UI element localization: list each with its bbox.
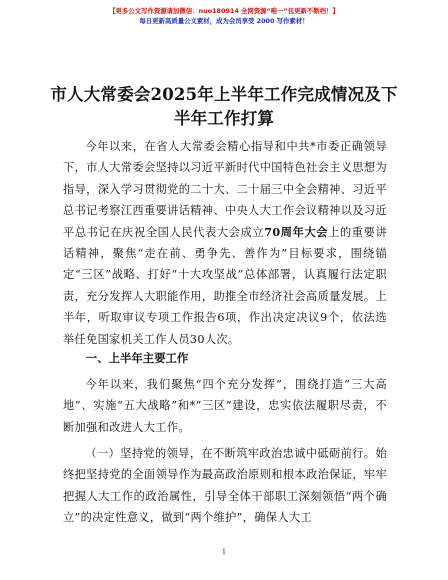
- intro-text-after: 上的重要讲话精神，聚焦“走在前、勇争先、善作为”目标要求，围绕锚定“三区”战略、打好“十大攻坚战”总体部署，认真履行法定职责，充分发挥人大职能作用，助推全市经济社会高质量发展。上半年，听取审议专项工作报告6项，作出决定决议9个，依法选举任免国家机关工作人员30人次。: [63, 225, 387, 346]
- intro-paragraph: [63, 136, 387, 350]
- intro-text-before: 今年以来，在省人大常委会精心指导和中共*市委正确领导下，市人大常委会坚持以习近平新时代中国特色社会主义思想为指导，深入学习贯彻党的二十大、二十届三中全会精神、习近平总书记考察江西重要讲话精神、中央人大工作会议精神以及习近平总书记在庆祝全国人民代表大会成立: [63, 140, 387, 239]
- page-number: 1: [221, 548, 227, 556]
- section-1-subsection-1-paragraph: （一）坚持党的领导，在不断筑牢政治忠诚中砥砺前行。始终把坚持党的全面领导作为最高政治原则和根本政治保证，牢牢把握人大工作的政治属性，引导全体干部职工深刻领悟“两个确立”的决定性意义，做到“两个维护”，确保人大工: [63, 447, 387, 525]
- intro-emphasis: 70周年大会: [264, 224, 329, 239]
- section-1-paragraph: 今年以来，我们聚焦“四个充分发挥”，围绕打造“三大高地”、实施“五大战略”和*“三区”建设，忠实依法履职尽责，不断加强和改进人大工作。: [63, 378, 387, 434]
- promo-banner: [0, 6, 448, 26]
- section-heading-1: 一、上半年主要工作: [85, 351, 189, 365]
- document-title: 市人大常委会2025年上半年工作完成情况及下半年工作打算: [50, 85, 398, 128]
- promo-banner-line-2: 每日更新高质量公文素材，成为会员享受 2000 写作素材！: [139, 17, 309, 25]
- promo-banner-line-1: 【更多公文写作资源请加微信：nuo180914 全网资源“唯一”包更新不断档！】: [109, 7, 339, 15]
